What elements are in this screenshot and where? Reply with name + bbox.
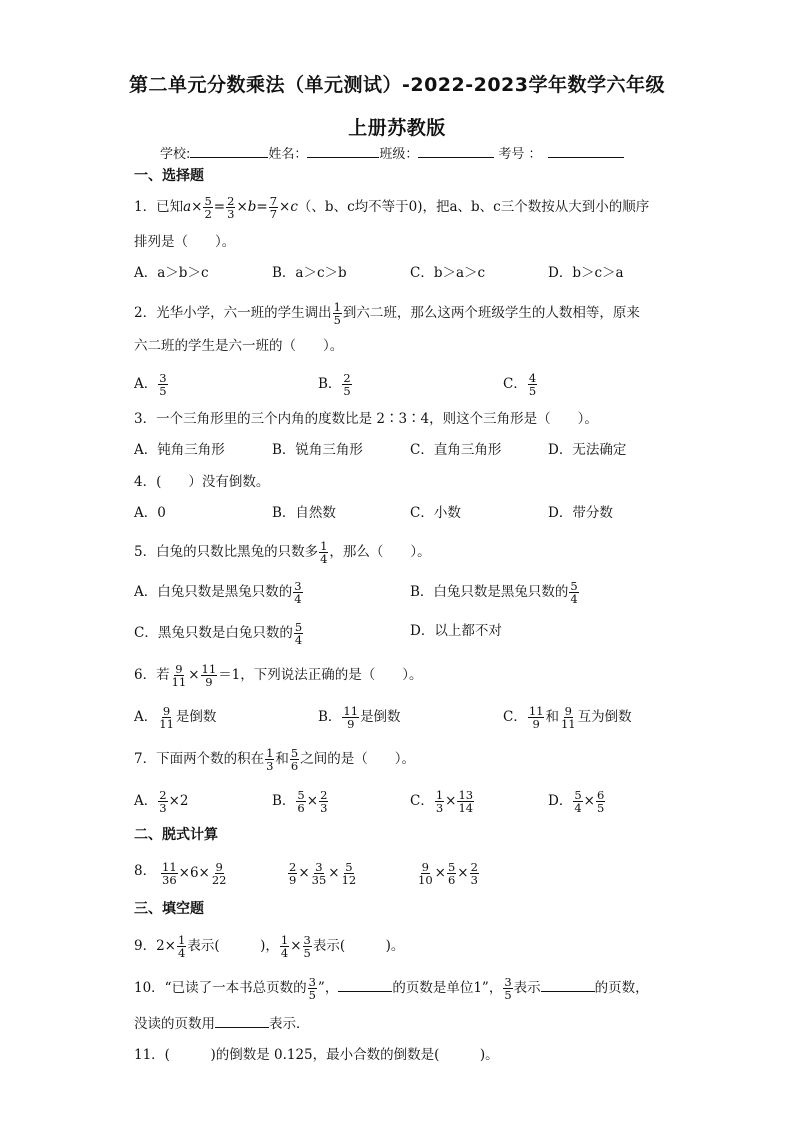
q4-option-c[interactable]: C．小数	[410, 505, 461, 521]
fraction: $\frac{5}{2}$	[204, 194, 212, 221]
question-1: 1．已知a× $\frac{5}{2}$ = $\frac{2}{3}$ ×b= $\frac{7}{7}$ ×c（、b、c均不等于0)，把a、b、c三个数按从大到小的顺序	[134, 194, 650, 221]
q3-option-c[interactable]: C．直角三角形	[410, 442, 502, 458]
q2-option-b[interactable]: B． $\frac{2}{5}$	[318, 371, 351, 398]
answer-blank[interactable]	[338, 979, 392, 992]
q2-option-c[interactable]: C． $\frac{4}{5}$	[503, 371, 537, 398]
q4-option-a[interactable]: A．0	[134, 505, 166, 521]
page-title: 第二单元分数乘法（单元测试）-2022-2023学年数学六年级	[128, 74, 666, 96]
q7-option-d[interactable]: D． $\frac{5}{4}$ × $\frac{6}{5}$	[548, 788, 605, 815]
q8-expression-3: $\frac{9}{10}$ × $\frac{5}{6}$ × $\frac{2}{3}$	[418, 860, 478, 887]
fraction: $\frac{1}{4}$	[320, 539, 328, 566]
school-label: 学校:	[160, 147, 191, 162]
question-2: 2．光华小学，六一班的学生调出 $\frac{1}{5}$ 到六二班，那么这两个班级学生的人数相等，原来	[134, 300, 640, 327]
question-2-line2: 六二班的学生是六一班的（ ）。	[134, 338, 344, 354]
q1-option-a[interactable]: A．a＞b＞c	[134, 265, 209, 281]
question-9: 9．2× $\frac{1}{4}$ 表示( )， $\frac{1}{4}$ × $\frac{3}{5}$ 表示( )。	[134, 933, 405, 960]
number-field[interactable]	[548, 145, 624, 158]
q5-option-a[interactable]: A．白兔只数是黑兔只数的 $\frac{3}{4}$	[134, 579, 302, 606]
fraction: $\frac{7}{7}$	[269, 194, 278, 221]
q6-option-b[interactable]: B． $\frac{11}{9}$ 是倒数	[318, 704, 401, 731]
question-10-line2: 没读的页数用 表示．	[134, 1016, 310, 1032]
q7-option-c[interactable]: C． $\frac{1}{3}$ × $\frac{13}{14}$	[410, 788, 474, 815]
q2-option-a[interactable]: A． $\frac{3}{5}$	[134, 371, 167, 398]
question-11: 11．( )的倒数是 0.125，最小合数的倒数是( )。	[134, 1047, 499, 1063]
question-4: 4．( ）没有倒数。	[134, 474, 270, 490]
question-10: 10．“已读了一本书总页数的 $\frac{3}{5}$ ”， 的页数是单位1”， $\frac{3}{5}$ 表示 的页数，	[134, 975, 649, 1002]
school-field[interactable]	[190, 145, 268, 158]
q5-option-c[interactable]: C．黑兔只数是白兔只数的 $\frac{5}{4}$	[134, 620, 303, 647]
q3-option-b[interactable]: B．锐角三角形	[272, 442, 363, 458]
name-field[interactable]	[307, 145, 379, 158]
q5-option-d[interactable]: D．以上都不对	[410, 623, 502, 639]
section-heading-calculation: 二、脱式计算	[134, 827, 218, 843]
q1-option-b[interactable]: B．a＞c＞b	[272, 265, 347, 281]
student-info-line	[160, 145, 624, 165]
q7-option-a[interactable]: A． $\frac{2}{3}$ ×2	[134, 788, 189, 815]
section-heading-fill-in: 三、填空题	[134, 901, 204, 917]
q1-option-c[interactable]: C．b＞a＞c	[410, 265, 486, 281]
q6-option-c[interactable]: C． $\frac{11}{9}$ 和 $\frac{9}{11}$ 互为倒数	[503, 704, 632, 731]
question-6: 6．若 $\frac{9}{11}$ × $\frac{11}{9}$ ＝1，下列说法正确的是（ ）。	[134, 662, 423, 689]
question-7: 7．下面两个数的积在 $\frac{1}{3}$ 和 $\frac{5}{6}$ 之间的是（ ）。	[134, 746, 415, 773]
q1-option-d[interactable]: D．b＞c＞a	[548, 265, 624, 281]
q6-option-a[interactable]: A． $\frac{9}{11}$ 是倒数	[134, 704, 217, 731]
q8-expression-1: $\frac{11}{36}$ ×6× $\frac{9}{22}$	[162, 860, 227, 887]
answer-blank[interactable]	[541, 979, 595, 992]
q3-option-a[interactable]: A．钝角三角形	[134, 442, 225, 458]
class-label: 班级：	[379, 147, 419, 162]
section-heading-choice: 一、选择题	[134, 168, 204, 184]
name-label: 姓名：	[268, 147, 308, 162]
fraction: $\frac{1}{5}$	[333, 300, 341, 327]
question-5: 5．白兔的只数比黑兔的只数多 $\frac{1}{4}$ ，那么（ ）。	[134, 539, 431, 566]
number-label: 考号 ：	[498, 147, 542, 162]
q7-option-b[interactable]: B． $\frac{5}{6}$ × $\frac{2}{3}$	[272, 788, 328, 815]
q8-expression-2: $\frac{2}{9}$ × $\frac{3}{35}$ × $\frac{5}{12}$	[289, 860, 357, 887]
class-field[interactable]	[418, 145, 494, 158]
page-subtitle: 上册苏教版	[348, 117, 446, 139]
question-1-line2: 排列是（ ）。	[134, 234, 236, 250]
q4-option-b[interactable]: B．自然数	[272, 505, 336, 521]
question-3: 3．一个三角形里的三个内角的度数比是 2∶3∶4，则这个三角形是（ ）。	[134, 411, 598, 427]
q5-option-b[interactable]: B．白兔只数是黑兔只数的 $\frac{5}{4}$	[410, 579, 578, 606]
q3-option-d[interactable]: D．无法确定	[548, 442, 627, 458]
question-8-number: 8．	[134, 863, 157, 879]
fraction: $\frac{2}{3}$	[227, 194, 235, 221]
q4-option-d[interactable]: D．带分数	[548, 505, 613, 521]
answer-blank[interactable]	[215, 1015, 269, 1028]
